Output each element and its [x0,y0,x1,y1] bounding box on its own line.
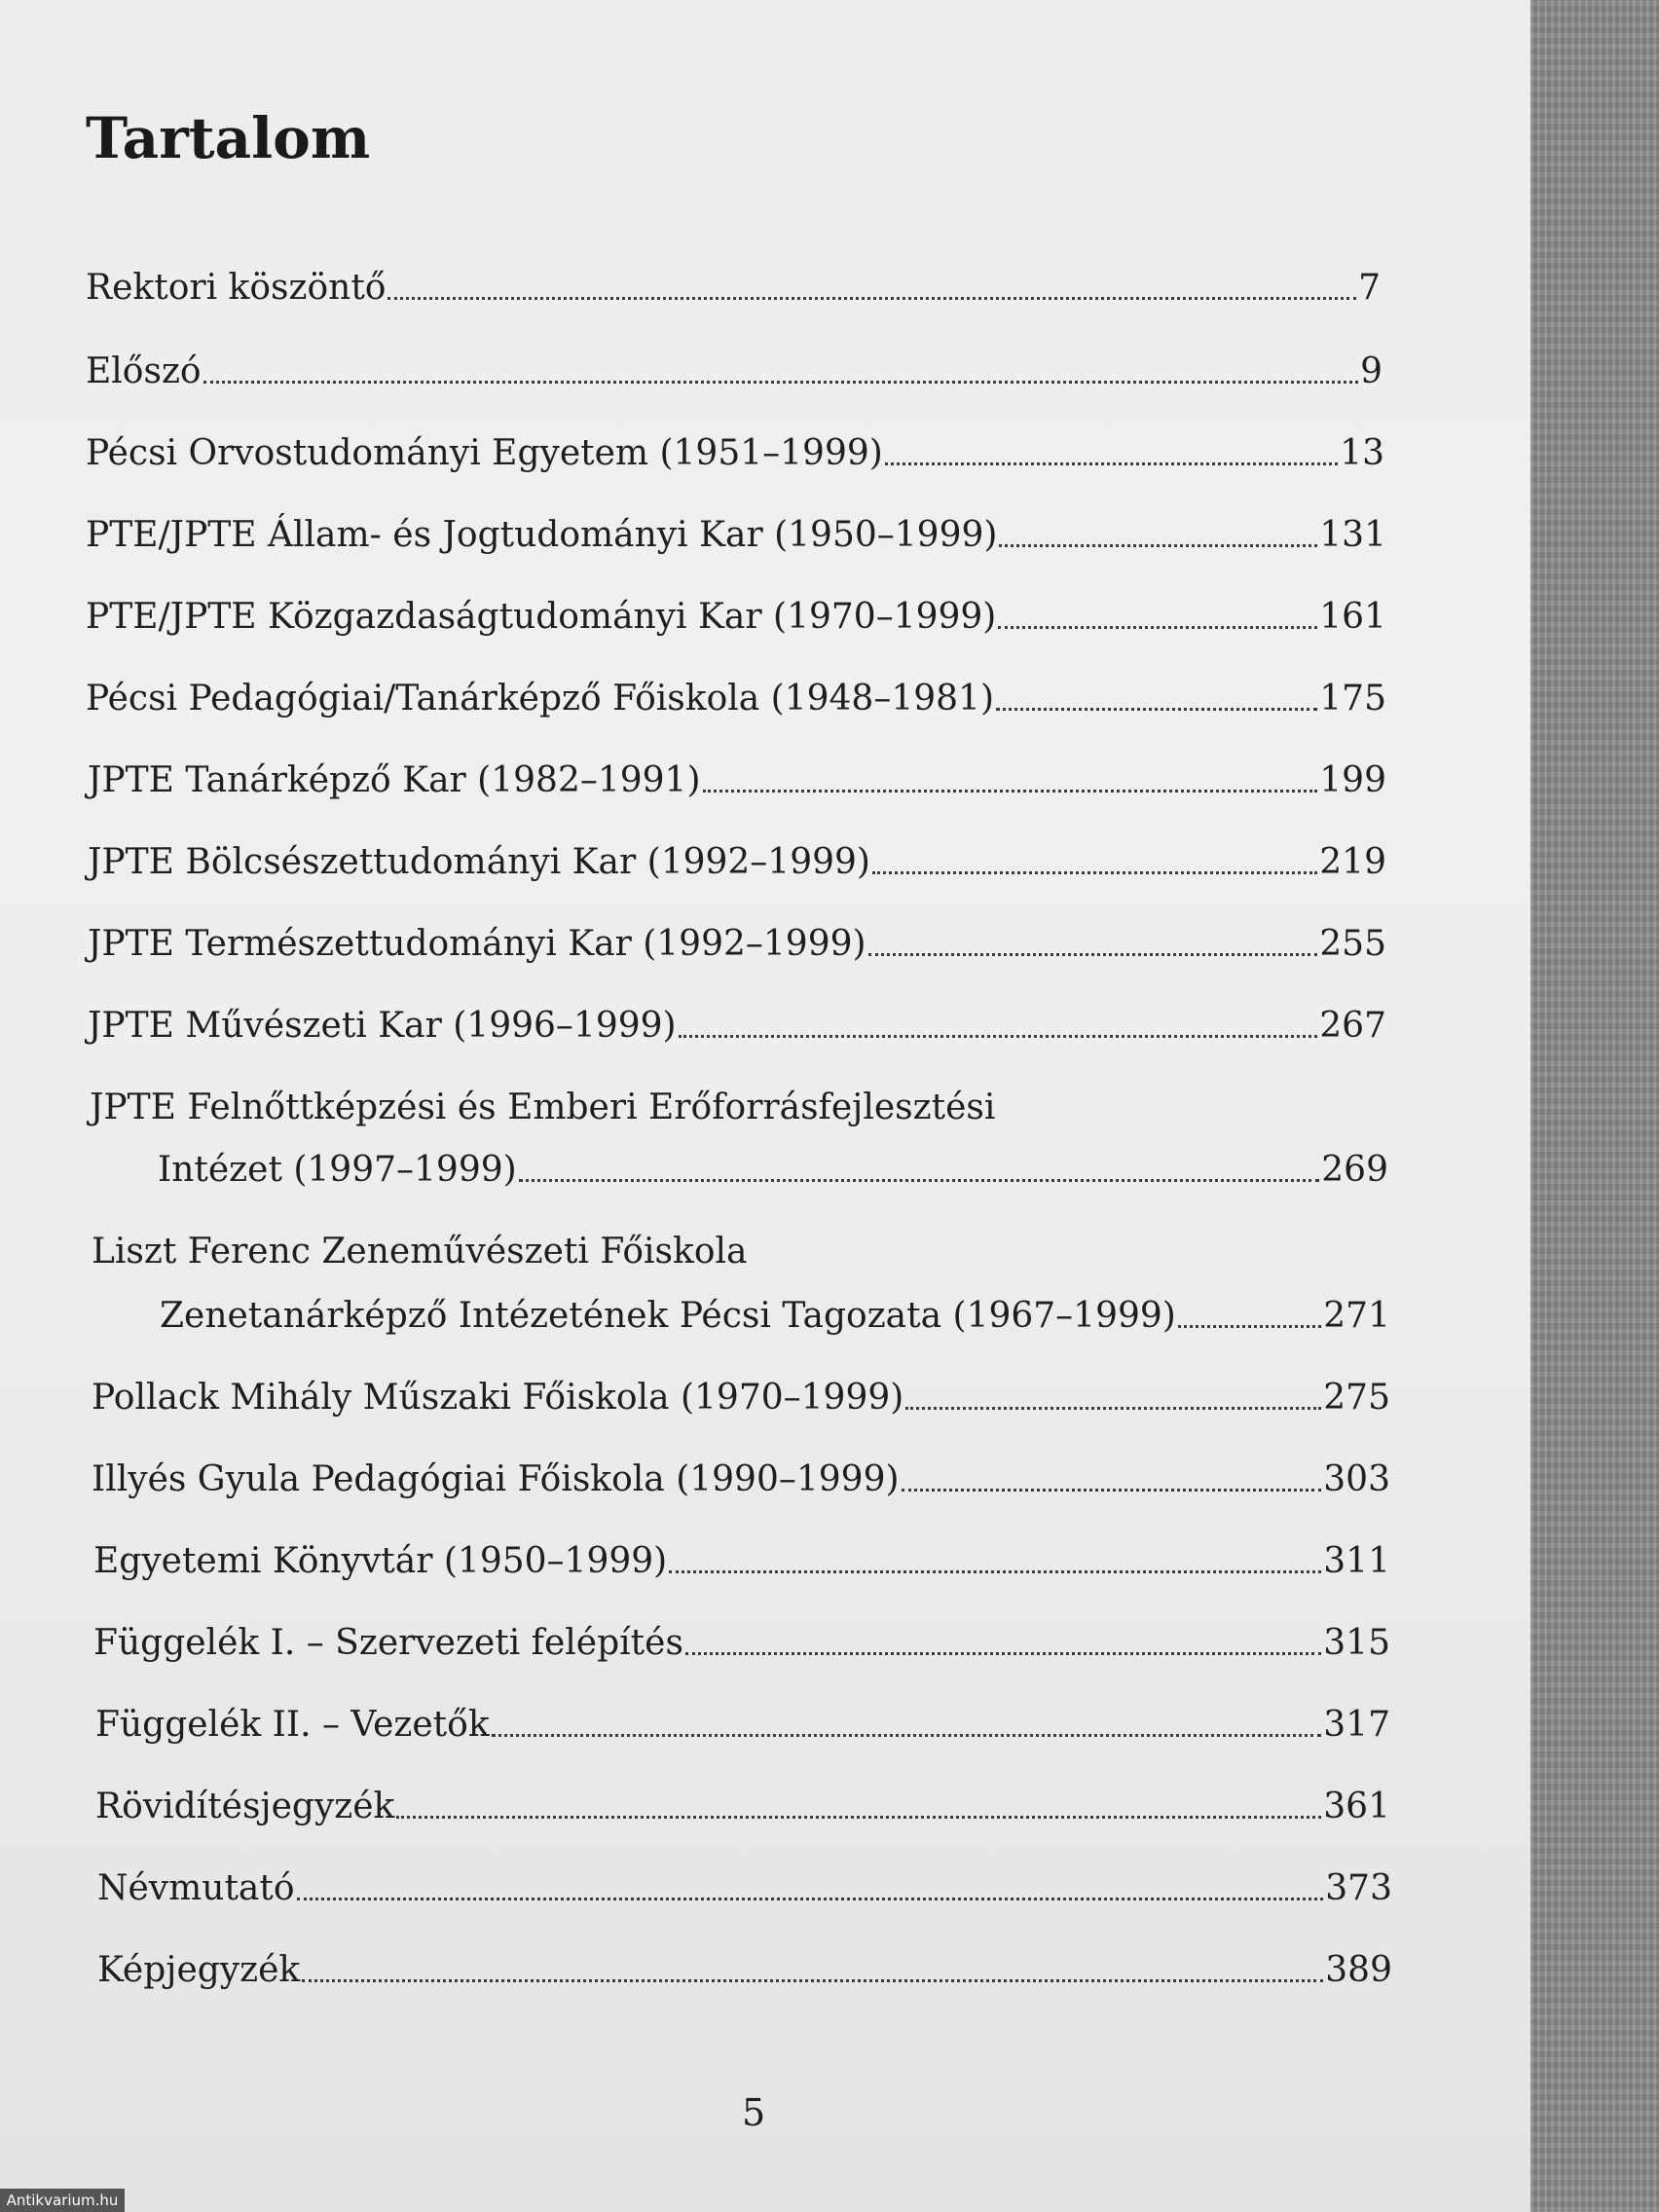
page-number: 5 [742,2091,766,2134]
toc-entry [92,1365,1390,1416]
toc-entry-page: 175 [1319,679,1386,719]
toc-entry-page: 255 [1319,924,1386,964]
toc-entry-page: 389 [1325,1950,1392,1990]
toc-entry-page: 13 [1340,433,1384,473]
toc-entry-page: 317 [1323,1705,1390,1745]
toc-entry-page: 267 [1319,1006,1386,1046]
toc-entry-label: Rektori köszöntő [86,268,387,308]
toc-entry-label: Névmutató [97,1868,295,1908]
toc-entry [93,1610,1390,1661]
toc-entry-page: 311 [1323,1541,1390,1581]
toc-entry-label: Egyetemi Könyvtár (1950–1999) [93,1541,668,1581]
toc-entry [92,1447,1390,1497]
toc-entry-page: 275 [1323,1378,1390,1418]
toc-entry-label: JPTE Természettudományi Kar (1992–1999) [88,924,866,964]
toc-entry [86,255,1381,306]
toc-entry [88,993,1386,1044]
toc-entry [158,1137,1388,1188]
toc-entry-label: JPTE Tanárképző Kar (1982–1991) [88,760,701,800]
toc-entry-label: Zenetanárképző Intézetének Pécsi Tagozata (1967–1999) [160,1296,1176,1336]
toc-entry-page: 161 [1319,597,1386,637]
toc-entry-page: 315 [1323,1623,1390,1663]
dot-leader [703,790,1318,793]
toc-entry [95,1692,1390,1743]
toc-entry [88,830,1386,880]
toc-entry-label: Rövidítésjegyzék [95,1787,395,1826]
dot-leader [492,1734,1322,1737]
toc-entry [86,584,1386,635]
toc-entry-label: Pécsi Orvostudományi Egyetem (1951–1999) [86,433,883,473]
dot-leader [885,462,1338,465]
dot-leader [669,1570,1321,1573]
toc-entry-label: Képjegyzék [97,1950,301,1990]
toc-entry-page: 373 [1325,1868,1392,1908]
next-page-edge [1530,0,1659,2212]
toc-entry-page: 7 [1358,268,1381,308]
toc-entry [86,421,1384,471]
dot-leader [685,1652,1321,1655]
toc-entry-label-first-line: JPTE Felnőttképzési és Emberi Erőforrásfejlesztési [90,1088,996,1127]
dot-leader [996,708,1317,711]
toc-entry-label: Előszó [86,351,202,391]
dot-leader [999,544,1317,547]
dot-leader [902,1489,1322,1492]
toc-entry-page: 271 [1323,1296,1390,1336]
toc-entry-label: Függelék II. – Vezetők [95,1705,490,1745]
watermark: Antikvarium.hu [0,2189,125,2212]
toc-entry [93,1529,1390,1579]
dot-leader [872,871,1317,874]
dot-leader [905,1407,1321,1410]
toc-entry-page: 199 [1319,760,1386,800]
dot-leader [396,1816,1321,1819]
toc-entry [86,339,1382,389]
dot-leader [868,953,1318,956]
dot-leader [998,626,1317,629]
toc-entry-page: 303 [1323,1459,1390,1499]
toc-entry-label: PTE/JPTE Közgazdaságtudományi Kar (1970–1999) [86,597,997,637]
toc-entry [88,911,1386,962]
toc-entry-label: JPTE Művészeti Kar (1996–1999) [88,1006,677,1046]
page-title: Tartalom [86,105,371,171]
dot-leader [679,1035,1318,1038]
toc-entry-page: 131 [1319,515,1386,555]
toc-entry [86,502,1386,553]
dot-leader [203,381,1359,384]
toc-entry-page: 361 [1323,1787,1390,1826]
toc-entry [88,748,1386,798]
toc-entry-label: JPTE Bölcsészettudományi Kar (1992–1999) [88,842,870,882]
toc-entry-page: 9 [1360,351,1382,391]
dot-leader [1178,1325,1321,1328]
toc-entry-label: Pécsi Pedagógiai/Tanárképző Főiskola (1948–1981) [86,679,994,719]
toc-entry-label: Pollack Mihály Műszaki Főiskola (1970–1999) [92,1378,904,1418]
dot-leader [519,1179,1320,1182]
toc-entry-page: 269 [1321,1150,1388,1190]
toc-entry [86,666,1386,717]
dot-leader [387,297,1356,300]
toc-entry-label: Függelék I. – Szervezeti felépítés [93,1623,683,1663]
toc-entry [97,1937,1392,1988]
toc-entry [160,1283,1390,1334]
toc-entry-label: Illyés Gyula Pedagógiai Főiskola (1990–1999) [92,1459,900,1499]
toc-entry-label-first-line: Liszt Ferenc Zeneművészeti Főiskola [92,1232,748,1272]
toc-entry-label: Intézet (1997–1999) [158,1150,517,1190]
dot-leader [302,1979,1323,1982]
toc-entry-label: PTE/JPTE Állam- és Jogtudományi Kar (1950–1999) [86,515,998,555]
toc-entry-page: 219 [1319,842,1386,882]
toc-entry [97,1856,1392,1906]
toc-entry [95,1774,1390,1825]
dot-leader [297,1898,1324,1900]
